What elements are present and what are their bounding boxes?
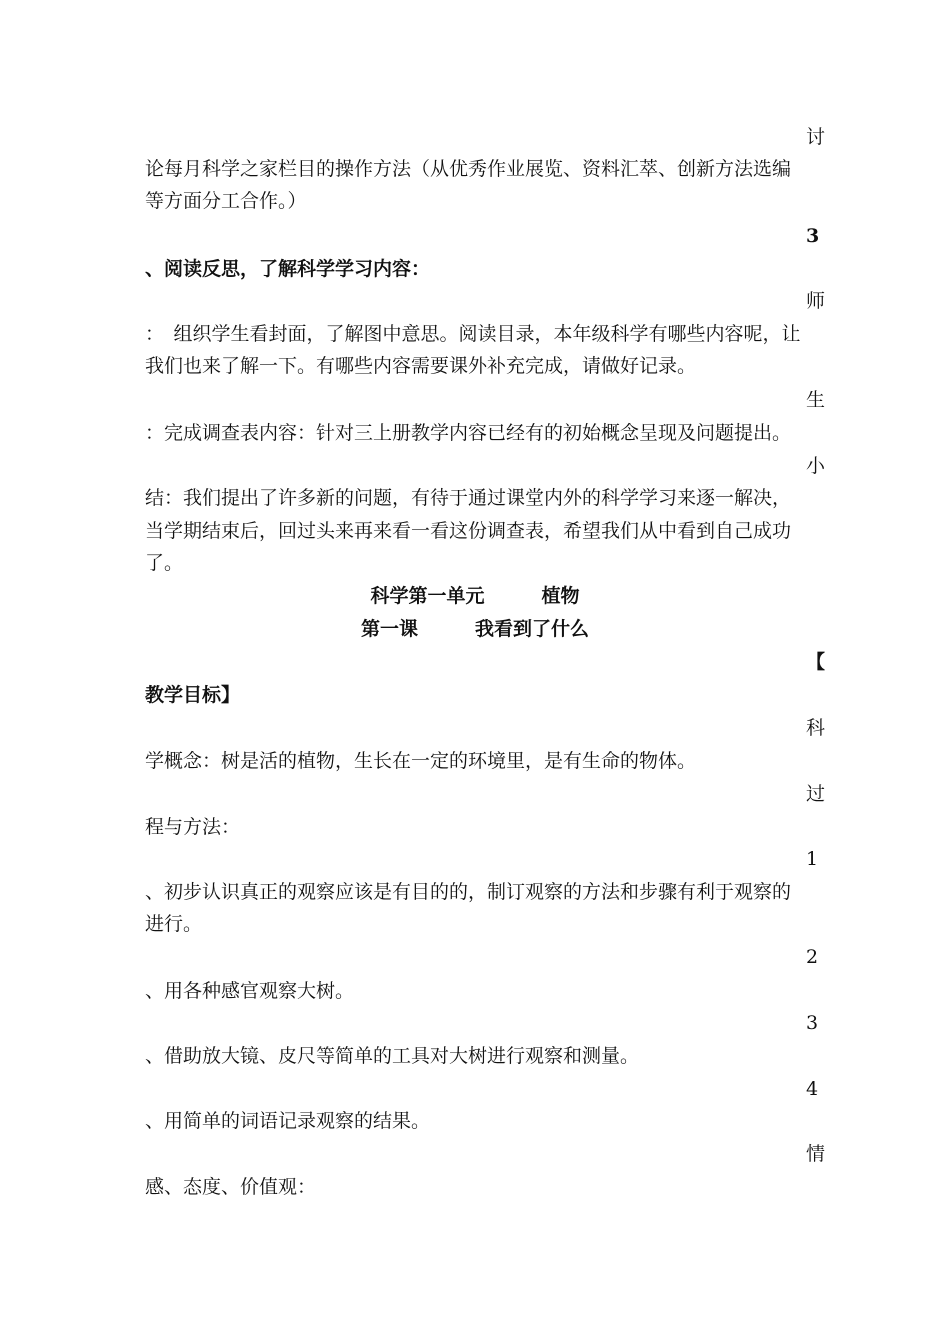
body-line: 当学期结束后，回过头来再来看一看这份调查表，希望我们从中看到自己成功 (145, 520, 792, 542)
margin-char: 4 (806, 1078, 819, 1100)
margin-char: 师 (806, 290, 826, 312)
body-line: 进行。 (145, 913, 203, 935)
body-line: 、初步认识真正的观察应该是有目的的，制订观察的方法和步骤有利于观察的 (145, 881, 792, 903)
margin-char: 2 (806, 946, 819, 968)
unit-title: 科学第一单元 植物 (370, 585, 580, 607)
body-line: 、用简单的词语记录观察的结果。 (145, 1110, 431, 1132)
margin-char: 过 (806, 783, 826, 805)
section-heading: 、阅读反思，了解科学学习内容： (145, 258, 431, 280)
margin-char: 1 (806, 848, 819, 870)
body-line: 结：我们提出了许多新的问题，有待于通过课堂内外的科学学习来逐一解决， (145, 487, 792, 509)
body-line: ： 组织学生看封面，了解图中意思。阅读目录，本年级科学有哪些内容呢，让 (145, 323, 801, 345)
margin-char: 3 (806, 1012, 819, 1034)
margin-char: 生 (806, 389, 826, 411)
body-line: 程与方法： (145, 816, 241, 838)
margin-char: 【 (806, 651, 826, 673)
section-heading: 教学目标】 (145, 684, 241, 706)
body-line: ：完成调查表内容：针对三上册教学内容已经有的初始概念呈现及问题提出。 (145, 422, 792, 444)
body-line: 等方面分工合作。） (145, 190, 307, 212)
body-line: 我们也来了解一下。有哪些内容需要课外补充完成，请做好记录。 (145, 355, 697, 377)
body-line: 感、态度、价值观： (145, 1176, 317, 1198)
body-line: 学概念：树是活的植物，生长在一定的环境里，是有生命的物体。 (145, 750, 697, 772)
body-line: 、用各种感官观察大树。 (145, 980, 355, 1002)
body-line: 、借助放大镜、皮尺等简单的工具对大树进行观察和测量。 (145, 1045, 640, 1067)
body-line: 论每月科学之家栏目的操作方法（从优秀作业展览、资料汇萃、创新方法选编 (145, 158, 792, 180)
margin-char: 科 (806, 717, 826, 739)
margin-char: 小 (806, 455, 826, 477)
margin-char: 情 (806, 1143, 826, 1165)
margin-char: 讨 (806, 126, 826, 148)
lesson-title: 第一课 我看到了什么 (360, 618, 589, 640)
body-line: 了。 (145, 552, 184, 574)
margin-char: 3 (806, 225, 820, 247)
